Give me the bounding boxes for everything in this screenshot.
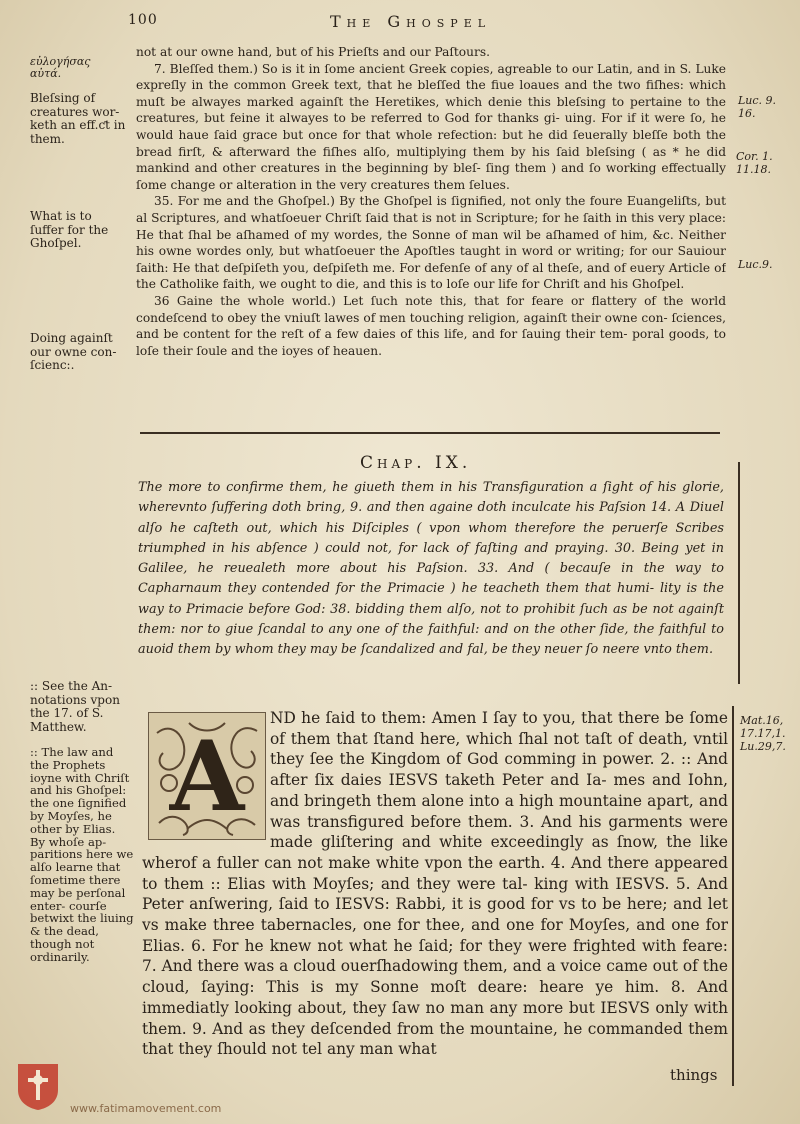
fatima-seal-icon xyxy=(12,1060,64,1112)
margin-ref-luke-9-16: Luc. 9. 16. xyxy=(738,94,777,120)
margin-note-blessing: Bleſsing of creatures wor- keth an eff.ƈt in them. xyxy=(30,91,126,146)
greek-word-2: αὐτά. xyxy=(30,67,62,80)
greek-word-1: εὐλογήσας xyxy=(30,55,91,68)
annotation-verse-7: 7. Bleſſed them.) So is it in ſome ancient Greek copies, agreable to our Latin, and in S. Luke expreſly in the common Greek text, that he bleſſed the fiue loaues and the two fiſhes: which muſt be alwayes marked againſt the Heretikes, which denie this bleſsing to pertaine to the creatures, but feine it alwayes to be referred to God for thanks gi- uing. For if it were ſo, he would haue ſaid grace but once for that whole refection: but he did ſeuerally bleſſe both the bread firſt, & afterward the fiſhes alſo, multiplying them by his ſaid bleſsing ( as * he did mankind and other creatures in the beginning by bleſ- ſing them ) and ſo working effectually ſome change or alteration in the very creatures them ſelues. xyxy=(136,61,726,192)
side-refs xyxy=(740,714,798,753)
annotation-continuation: not at our owne hand, but of his Prieſts and our Paſtours. xyxy=(136,45,490,59)
scripture-verses: ND he ſaid to them: Amen I ſay to you, that there be ſome of them that ſtand here, which ſhal not taſt of death, vntil they ſee the Kingdom of God comming in power. 2. :: And after ſix daies IESVS taketh Peter and Ia- mes and Iohn, and bringeth them alone into a high mountaine apart, and was transfigured before them. 3. And his garments were made gliſtering and white exceedingly as ſnow, the like wherof a fuller can not make white vpon the earth. 4. And there appeared to them :: Elias with Moyſes; and they were tal- king with IESVS. 5. And Peter anſwering, ſaid to IESVS: Rabbi, it is good for vs to be here; and let vs make three tabernacles, one for thee, and one for Moyſes, and one for Elias. 6. For he knew not what he ſaid; for they were frighted with feare: 7. And there was a cloud ouerſhadowing them, and a voice came out of the cloud, ſaying: This is my Sonne moſt deare: heare ye him. 8. And immediatly looking about, they ſaw no man any more but IESVS only with them. 9. And as they deſcended from the mountaine, he commanded them that they ſhould not tel any man what xyxy=(142,709,728,1059)
section-rule xyxy=(140,432,720,434)
margin-ref-luke-9: Luc.9. xyxy=(738,258,773,271)
annotation-verse-36: 36 Gaine the whole world.) Let ſuch note this, that for feare or flattery of the world condeſcend to obey the vniuſt lawes of men touching religion, againſt their owne con- ſciences, and be content for the reſt of a few daies of this life, and for ſauing their tem- poral goods, to loſe their ſoule and the ioyes of heauen. xyxy=(136,293,726,358)
margin-note-suffer: What is to ſuffer for the Ghoſpel. xyxy=(30,209,109,250)
running-title: The Ghospel xyxy=(330,12,492,31)
margin-ref-cor: Cor. 1. 11.18. xyxy=(736,150,773,176)
chapter-title: Chap. IX. xyxy=(360,453,472,473)
side-ref-3: Lu.29,7. xyxy=(740,740,786,753)
drop-cap-letter: A xyxy=(169,719,245,833)
side-ref-2: 17.17,1. xyxy=(740,727,786,740)
page-number: 100 xyxy=(128,12,158,28)
right-margin-line xyxy=(732,706,734,1086)
side-note-law-prophets: :: The law and the Prophets ioyne with Chriſt and his Ghoſpel: the one ſignified by Moyſes, he other by Elias. By whoſe ap- paritions here we alſo learne that ſometime there may be perſonal enter- courſe betwixt the liuing & the dead, though not ordinarily. xyxy=(30,745,134,964)
catchword: things xyxy=(670,1066,718,1084)
margin-note-conscience: Doing againſt our owne con- ſcienc:. xyxy=(30,331,117,372)
annotation-verse-35: 35. For me and the Ghoſpel.) By the Ghoſpel is ſignified, not only the foure Euangeliſts, but al Scriptures, and whatſoeuer Chriſt ſaid that is not in Scripture; for he ſaith in this very place: He that ſhal be aſhamed of my wordes, the Sonne of man wil be aſhamed of him, &c. Neither his owne wordes only, but whatſoeuer the Apoſtles taught in word or writing; for our Sauiour ſaith: He that deſpiſeth you, deſpiſeth me. For defenſe of any of al theſe, and of euery Article of the Catholike faith, we ought to die, and this is to loſe our life for Chriſt and his Ghoſpel. xyxy=(136,194,726,292)
side-ref-1: Mat.16, xyxy=(740,714,784,727)
chapter-argument xyxy=(138,478,724,686)
greek-gloss xyxy=(30,56,130,80)
annotations-block xyxy=(136,44,726,406)
side-note-annotations: :: See the An- notations vpon the 17. of S. Matthew. xyxy=(30,679,120,734)
argument-border-line xyxy=(738,462,740,684)
argument-text: The more to confirme them, he giueth them in his Transfiguration a ſight of his glorie, wherevnto ſuffering doth bring, 9. and then againe doth inculcate his Paſsion 14. A Diuel alſo he caſteth out, which his Diſciples ( vpon whom therefore the peruerſe Scribes triumphed in his abſence ) could not, for lack of faſting and praying. 30. Being yet in Galilee, he reuealeth more about his Paſsion. 33. And ( becauſe in the way to Capharnaum they contended for the Primacie ) he teacheth them that humi- lity is the way to Primacie before God: 38. bidding them alſo, not to prohibit ſuch as be not againſt them: nor to giue ſcandal to any one of the faithful: and on the other ſide, the faithful to auoid them by whom they may be ſcandalized and fal, be they neuer ſo neere vnto them. xyxy=(138,480,724,658)
website-watermark: www.fatimamovement.com xyxy=(70,1102,222,1115)
